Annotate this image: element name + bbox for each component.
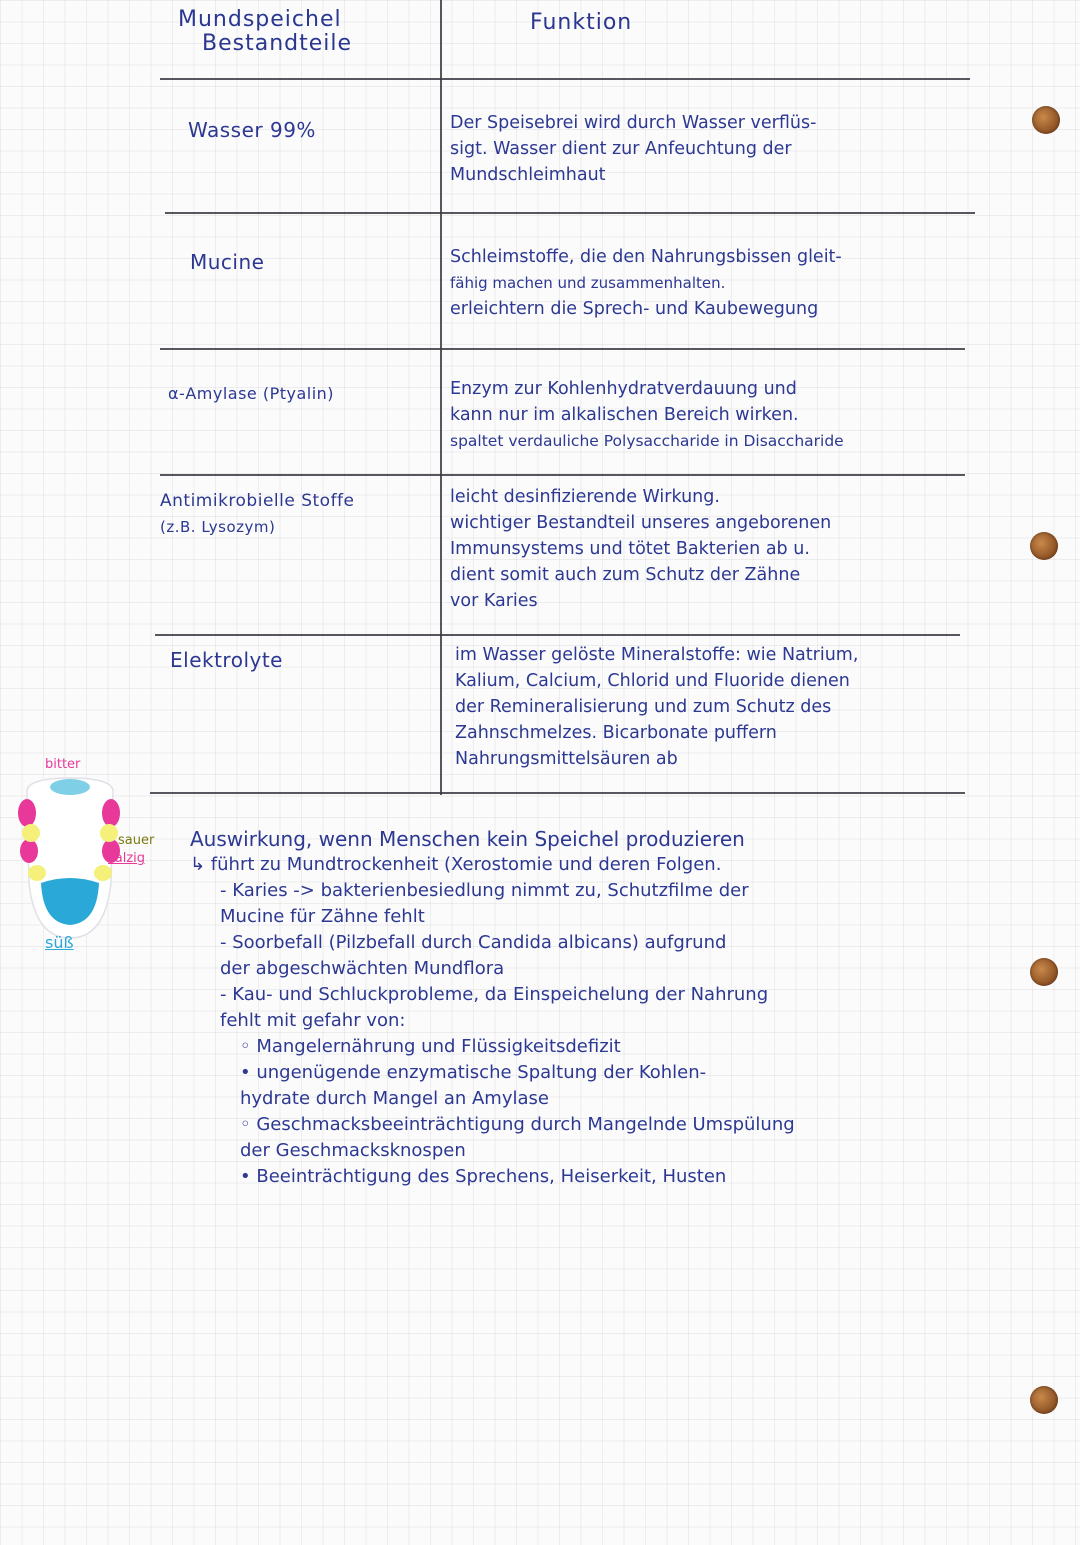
header-components-line1: Mundspeichel [178, 7, 342, 32]
zone-salty-left-low [28, 865, 46, 881]
function-line: Enzym zur Kohlenhydratverdauung und [450, 379, 797, 399]
table-line-row4 [155, 634, 960, 636]
table-line-row2 [160, 348, 965, 350]
function-line: leicht desinfizierende Wirkung. [450, 487, 720, 507]
header-function: Funktion [530, 10, 633, 35]
zone-salty-right-low [94, 865, 112, 881]
function-antimicrobial [450, 484, 970, 614]
function-line: der Remineralisierung und zum Schutz des [455, 697, 832, 717]
zone-salty-right [100, 824, 118, 842]
component-antimicrobial-line2: (z.B. Lysozym) [160, 518, 276, 536]
note-line: Mucine für Zähne fehlt [220, 906, 425, 927]
component-antimicrobial-line1: Antimikrobielle Stoffe [160, 491, 355, 511]
note-line: - Soorbefall (Pilzbefall durch Candida albicans) aufgrund [220, 932, 727, 953]
taste-label-salty: salzig [108, 851, 146, 866]
component-water: Wasser 99% [188, 118, 316, 142]
function-line: im Wasser gelöste Mineralstoffe: wie Natrium, [455, 645, 859, 665]
component-mucine: Mucine [190, 250, 265, 274]
table-line-row3 [160, 474, 965, 476]
component-amylase: α-Amylase (Ptyalin) [168, 384, 335, 403]
function-line: fähig machen und zusammenhalten. [450, 274, 726, 292]
function-line: Immunsystems und tötet Bakterien ab u. [450, 539, 810, 559]
taste-label-bitter: bitter [45, 757, 81, 772]
component-antimicrobial [160, 488, 430, 540]
zone-sour-left-bottom [20, 839, 38, 863]
function-line: vor Karies [450, 591, 538, 611]
function-line: kann nur im alkalischen Bereich wirken. [450, 405, 799, 425]
function-line: wichtiger Bestandteil unseres angeborenen [450, 513, 832, 533]
component-electrolytes: Elektrolyte [170, 648, 283, 672]
function-line: erleichtern die Sprech- und Kaubewegung [450, 299, 819, 319]
function-line: Zahnschmelzes. Bicarbonate puffern [455, 723, 777, 743]
note-line: der Geschmacksknospen [240, 1140, 466, 1161]
function-amylase [450, 376, 970, 454]
note-line: • ungenügende enzymatische Spaltung der Kohlen- [240, 1062, 707, 1083]
function-line: Kalium, Calcium, Chlorid und Fluoride dienen [455, 671, 850, 691]
table-line-bottom [150, 792, 965, 794]
taste-label-sweet: süß [45, 933, 74, 952]
table-line-row1 [165, 212, 975, 214]
note-line: - Kau- und Schluckprobleme, da Einspeichelung der Nahrung [220, 984, 769, 1005]
zone-sour-right-top [102, 799, 120, 827]
tongue-diagram [10, 755, 180, 955]
note-line: ◦ Geschmacksbeeinträchtigung durch Mangelnde Umspülung [240, 1114, 795, 1135]
taste-label-sour: sauer [118, 833, 155, 848]
note-line: fehlt mit gefahr von: [220, 1010, 406, 1031]
function-line: spaltet verdauliche Polysaccharide in Disaccharide [450, 432, 844, 450]
function-line: dient somit auch zum Schutz der Zähne [450, 565, 801, 585]
header-components [178, 8, 352, 56]
function-line: Der Speisebrei wird durch Wasser verflüs- [450, 113, 817, 133]
notes-section [190, 826, 1010, 1190]
function-line: Schleimstoffe, die den Nahrungsbissen gleit- [450, 247, 842, 267]
header-components-line2: Bestandteile [202, 31, 353, 56]
punch-hole [1032, 106, 1060, 134]
function-mucine [450, 244, 970, 322]
note-line: ↳ führt zu Mundtrockenheit (Xerostomie und deren Folgen. [190, 854, 722, 875]
zone-salty-left [22, 824, 40, 842]
note-line: • Beeinträchtigung des Sprechens, Heiserkeit, Husten [240, 1166, 727, 1187]
note-heading: Auswirkung, wenn Menschen kein Speichel produzieren [190, 827, 745, 851]
note-line: hydrate durch Mangel an Amylase [240, 1088, 549, 1109]
function-water [450, 110, 970, 188]
function-line: Nahrungsmittelsäuren ab [455, 749, 678, 769]
zone-sour-left-top [18, 799, 36, 827]
note-line: ◦ Mangelernährung und Flüssigkeitsdefizit [240, 1036, 621, 1057]
punch-hole [1030, 958, 1058, 986]
note-line: - Karies -> bakterienbesiedlung nimmt zu, Schutzfilme der [220, 880, 749, 901]
function-line: sigt. Wasser dient zur Anfeuchtung der [450, 139, 792, 159]
note-line: der abgeschwächten Mundflora [220, 958, 505, 979]
function-line: Mundschleimhaut [450, 165, 606, 185]
punch-hole [1030, 532, 1058, 560]
function-electrolytes [455, 642, 975, 772]
zone-bitter [50, 779, 90, 795]
table-line-header [160, 78, 970, 80]
punch-hole [1030, 1386, 1058, 1414]
